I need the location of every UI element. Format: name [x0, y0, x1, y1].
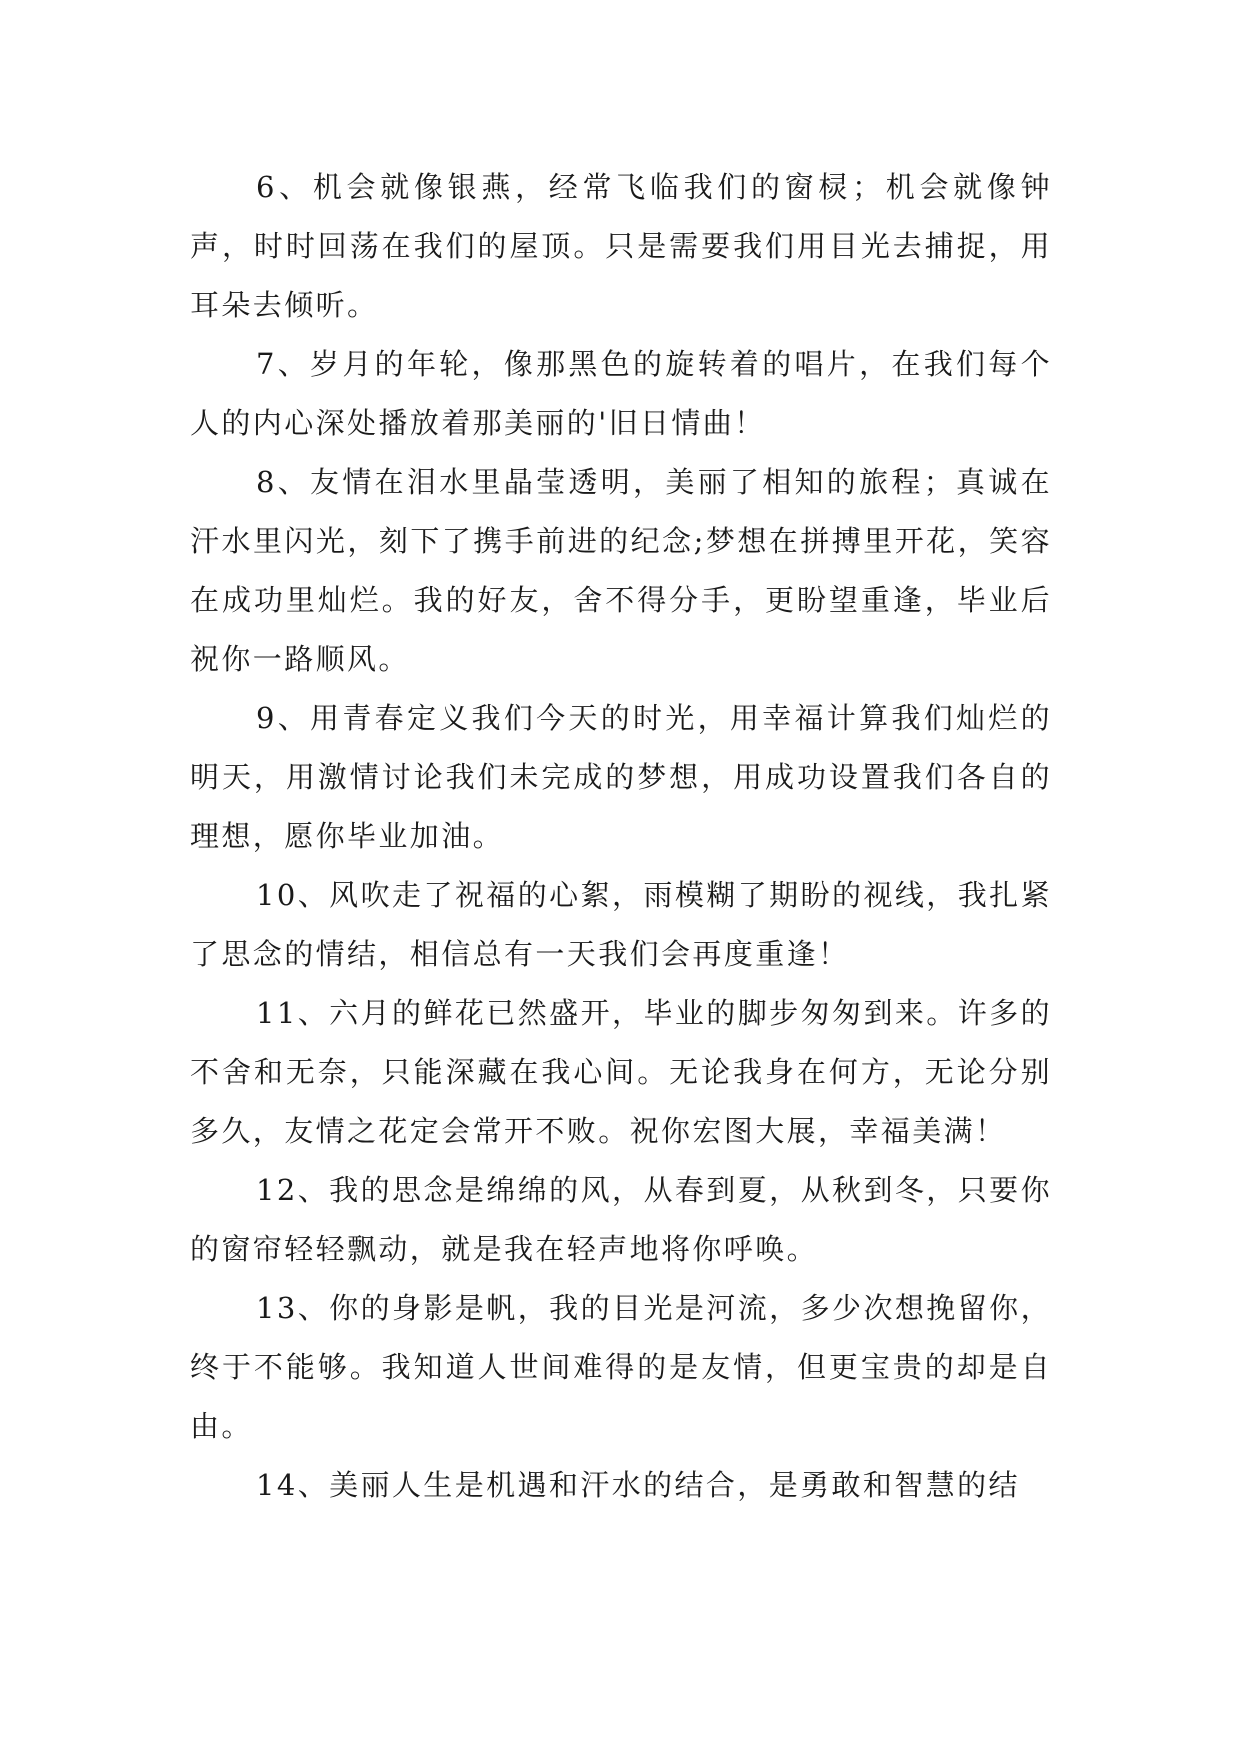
document-body: [190, 158, 1052, 1515]
paragraph-10: 10、风吹走了祝福的心絮，雨模糊了期盼的视线，我扎紧了思念的情结，相信总有一天我们会再度重逢！: [190, 878, 1052, 971]
paragraph-7: 7、岁月的年轮，像那黑色的旋转着的唱片，在我们每个人的内心深处播放着那美丽的'旧日情曲！: [190, 347, 1052, 440]
paragraph-8: 8、友情在泪水里晶莹透明，美丽了相知的旅程；真诚在汗水里闪光，刻下了携手前进的纪念;梦想在拼搏里开花，笑容在成功里灿烂。我的好友，舍不得分手，更盼望重逢，毕业后祝你一路顺风。: [190, 465, 1052, 676]
paragraph-9: 9、用青春定义我们今天的时光，用幸福计算我们灿烂的明天，用激情讨论我们未完成的梦想，用成功设置我们各自的理想，愿你毕业加油。: [190, 701, 1052, 853]
paragraph-6: 6、机会就像银燕，经常飞临我们的窗棂；机会就像钟声，时时回荡在我们的屋顶。只是需要我们用目光去捕捉，用耳朵去倾听。: [190, 170, 1052, 322]
paragraph-13: 13、你的身影是帆，我的目光是河流，多少次想挽留你，终于不能够。我知道人世间难得的是友情，但更宝贵的却是自由。: [190, 1291, 1052, 1443]
paragraph-14: 14、美丽人生是机遇和汗水的结合，是勇敢和智慧的结: [256, 1468, 1020, 1502]
paragraph-12: 12、我的思念是绵绵的风，从春到夏，从秋到冬，只要你的窗帘轻轻飘动，就是我在轻声地将你呼唤。: [190, 1173, 1052, 1266]
paragraph-11: 11、六月的鲜花已然盛开，毕业的脚步匆匆到来。许多的不舍和无奈，只能深藏在我心间。无论我身在何方，无论分别多久，友情之花定会常开不败。祝你宏图大展，幸福美满！: [190, 996, 1052, 1148]
